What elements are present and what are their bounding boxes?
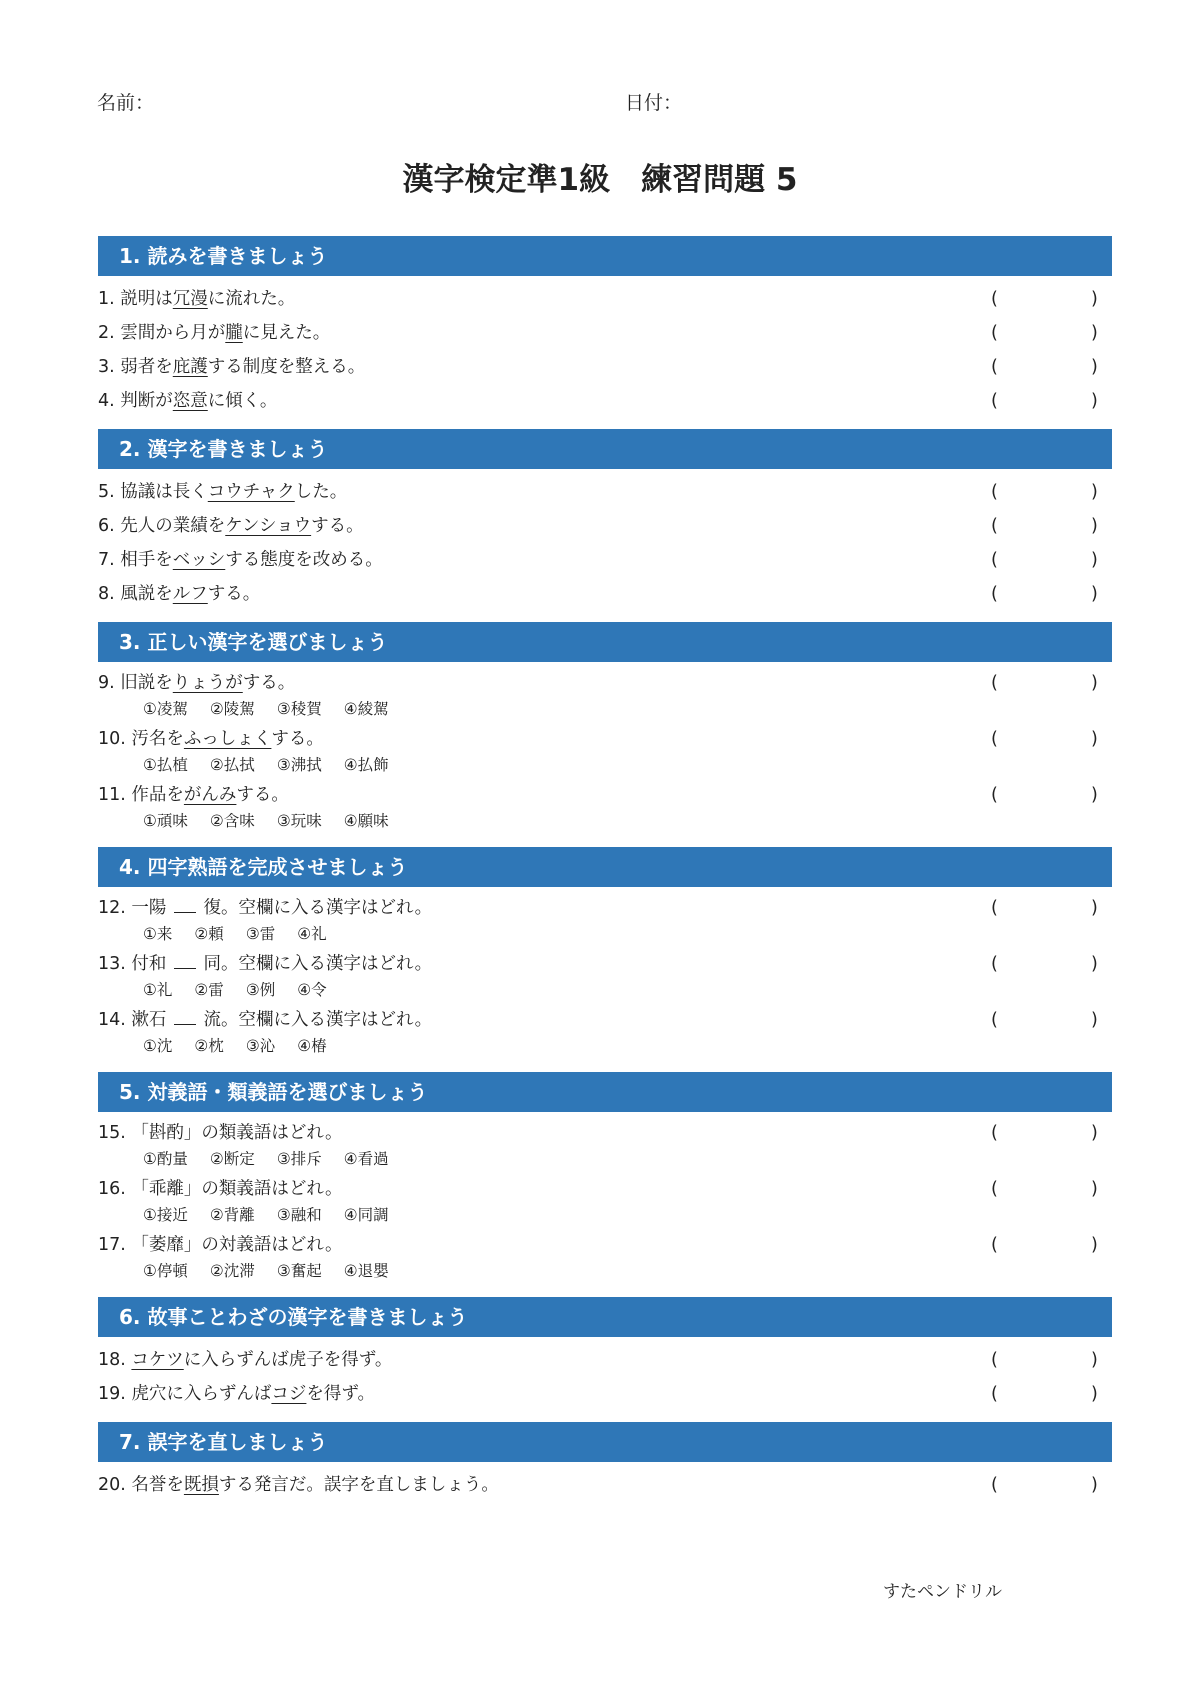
choice-option: ①停頓 xyxy=(143,1262,188,1280)
question-text xyxy=(98,780,1112,810)
answer-paren-close: ) xyxy=(1091,1475,1098,1495)
question-text xyxy=(98,1230,1112,1260)
question-text xyxy=(98,316,1112,350)
question-text xyxy=(98,475,1112,509)
answer-paren-open: ( xyxy=(991,1235,998,1255)
question-fragment: した。 xyxy=(294,482,348,502)
question-fragment: する制度を整える。 xyxy=(207,357,366,377)
answer-paren-open: ( xyxy=(991,482,998,502)
answer-paren-close: ) xyxy=(1091,357,1098,377)
question-fragment: に入らずんば虎子を得ず。 xyxy=(183,1350,393,1370)
answer-paren-close: ) xyxy=(1091,673,1098,693)
question-text xyxy=(98,509,1112,543)
answer-paren-close: ) xyxy=(1091,482,1098,502)
answer-paren-open: ( xyxy=(991,323,998,343)
answer-paren-close: ) xyxy=(1091,289,1098,309)
answer-paren-open: ( xyxy=(991,1179,998,1199)
answer-paren-close: ) xyxy=(1091,584,1098,604)
question-text xyxy=(98,668,1112,698)
question-fragment: 11. 作品を xyxy=(98,785,184,805)
answer-paren-close: ) xyxy=(1091,729,1098,749)
question-item xyxy=(98,475,1112,509)
choice-option: ③融和 xyxy=(276,1206,322,1224)
question-fragment: 5. 協議は長く xyxy=(98,482,208,502)
choice-option: ③雷 xyxy=(245,925,276,943)
choice-option: ③沸拭 xyxy=(276,756,322,774)
question-fragment: 3. 弱者を xyxy=(98,357,173,377)
section-7 xyxy=(98,1422,1112,1502)
target-word: 冗漫 xyxy=(172,289,208,309)
target-word: ルフ xyxy=(172,584,208,604)
question-item xyxy=(98,724,1112,780)
section-1 xyxy=(98,236,1112,418)
question-fragment: する。 xyxy=(207,584,261,604)
choice-option: ①頑味 xyxy=(143,812,188,830)
choice-option: ④令 xyxy=(297,981,327,999)
target-word: りょうが xyxy=(172,673,243,693)
question-item xyxy=(98,543,1112,577)
question-item xyxy=(98,316,1112,350)
choice-option: ②払拭 xyxy=(209,756,255,774)
question-fragment: 復。空欄に入る漢字はどれ。 xyxy=(197,898,433,918)
question-item xyxy=(98,1005,1112,1061)
section-heading: 6. 故事ことわざの漢字を書きましょう xyxy=(98,1297,1112,1337)
question-fragment: 17. 「萎靡」の対義語はどれ。 xyxy=(98,1235,343,1255)
section-4 xyxy=(98,847,1112,1061)
answer-paren-open: ( xyxy=(991,357,998,377)
section-6 xyxy=(98,1297,1112,1411)
question-fragment: 6. 先人の業績を xyxy=(98,516,226,536)
choice-list xyxy=(98,979,1112,1005)
choice-option: ③奮起 xyxy=(276,1262,322,1280)
question-item xyxy=(98,1468,1112,1502)
fill-blank xyxy=(174,1006,196,1025)
question-item xyxy=(98,1174,1112,1230)
answer-paren-close: ) xyxy=(1091,516,1098,536)
fill-blank xyxy=(174,950,196,969)
section-3 xyxy=(98,622,1112,836)
question-fragment: 15. 「斟酌」の類義語はどれ。 xyxy=(98,1123,343,1143)
answer-paren-open: ( xyxy=(991,584,998,604)
question-fragment: 19. 虎穴に入らずんば xyxy=(98,1384,272,1404)
choice-list xyxy=(98,923,1112,949)
section-heading: 3. 正しい漢字を選びましょう xyxy=(98,622,1112,662)
choice-option: ③例 xyxy=(245,981,276,999)
target-word: 既損 xyxy=(183,1475,219,1495)
choice-option: ①払植 xyxy=(143,756,188,774)
choice-option: ④払飾 xyxy=(343,756,389,774)
question-fragment: する。 xyxy=(242,673,296,693)
question-text xyxy=(98,1377,1112,1411)
answer-paren-open: ( xyxy=(991,785,998,805)
choice-option: ④椿 xyxy=(297,1037,327,1055)
choice-list xyxy=(98,1148,1112,1174)
question-fragment: する。 xyxy=(236,785,289,805)
question-text xyxy=(98,282,1112,316)
choice-option: ④退嬰 xyxy=(343,1262,389,1280)
answer-paren-close: ) xyxy=(1091,1123,1098,1143)
answer-paren-open: ( xyxy=(991,516,998,536)
section-2 xyxy=(98,429,1112,611)
answer-paren-close: ) xyxy=(1091,785,1098,805)
section-heading: 1. 読みを書きましょう xyxy=(98,236,1112,276)
choice-option: ②頼 xyxy=(194,925,224,943)
question-fragment: する。 xyxy=(271,729,324,749)
target-word: コジ xyxy=(271,1384,307,1404)
question-fragment: 8. 風説を xyxy=(98,584,173,604)
target-word: 庇護 xyxy=(172,357,208,377)
question-item xyxy=(98,1377,1112,1411)
question-text xyxy=(98,893,1112,923)
question-item xyxy=(98,1343,1112,1377)
footer-brand: すたペンドリル xyxy=(883,1582,1002,1602)
choice-option: ②断定 xyxy=(209,1150,255,1168)
question-list xyxy=(98,236,1112,1513)
answer-paren-open: ( xyxy=(991,550,998,570)
answer-paren-open: ( xyxy=(991,954,998,974)
answer-paren-close: ) xyxy=(1091,1179,1098,1199)
question-text xyxy=(98,949,1112,979)
question-fragment: する態度を改める。 xyxy=(225,550,383,570)
choice-option: ①礼 xyxy=(143,981,173,999)
answer-paren-open: ( xyxy=(991,289,998,309)
answer-paren-close: ) xyxy=(1091,550,1098,570)
question-text xyxy=(98,1174,1112,1204)
section-heading: 2. 漢字を書きましょう xyxy=(98,429,1112,469)
choice-list xyxy=(98,810,1112,836)
section-heading: 7. 誤字を直しましょう xyxy=(98,1422,1112,1462)
question-fragment: 16. 「乖離」の類義語はどれ。 xyxy=(98,1179,343,1199)
question-fragment: に流れた。 xyxy=(207,289,296,309)
question-text xyxy=(98,724,1112,754)
question-text xyxy=(98,543,1112,577)
choice-option: ③稜賀 xyxy=(276,700,322,718)
question-fragment: 10. 汚名を xyxy=(98,729,184,749)
answer-paren-open: ( xyxy=(991,898,998,918)
choice-option: ④綾駕 xyxy=(343,700,389,718)
question-text xyxy=(98,350,1112,384)
answer-paren-close: ) xyxy=(1091,391,1098,411)
answer-paren-close: ) xyxy=(1091,323,1098,343)
question-fragment: する。 xyxy=(311,516,364,536)
fill-blank xyxy=(174,894,196,913)
question-fragment: 18. xyxy=(98,1350,132,1370)
page-title: 漢字検定準1級 練習問題 5 xyxy=(402,162,798,198)
question-text xyxy=(98,1118,1112,1148)
question-item xyxy=(98,1230,1112,1286)
answer-paren-open: ( xyxy=(991,1384,998,1404)
choice-option: ②陵駕 xyxy=(209,700,255,718)
question-fragment: を得ず。 xyxy=(306,1384,376,1404)
question-item xyxy=(98,1118,1112,1174)
answer-paren-open: ( xyxy=(991,673,998,693)
question-fragment: 13. 付和 xyxy=(98,954,172,974)
target-word: 朧 xyxy=(225,323,243,343)
question-fragment: 4. 判断が xyxy=(98,391,173,411)
choice-option: ③玩味 xyxy=(276,812,322,830)
choice-option: ②雷 xyxy=(194,981,224,999)
question-fragment: 9. 旧説を xyxy=(98,673,173,693)
answer-paren-close: ) xyxy=(1091,1235,1098,1255)
question-item xyxy=(98,668,1112,724)
answer-paren-close: ) xyxy=(1091,1010,1098,1030)
target-word: コウチャク xyxy=(207,482,295,502)
target-word: ふっしょく xyxy=(183,729,272,749)
choice-list xyxy=(98,698,1112,724)
question-text xyxy=(98,1005,1112,1035)
choice-option: ④同調 xyxy=(343,1206,389,1224)
section-5 xyxy=(98,1072,1112,1286)
question-text xyxy=(98,577,1112,611)
question-fragment: に見えた。 xyxy=(242,323,331,343)
choice-option: ②沈滞 xyxy=(209,1262,255,1280)
question-item xyxy=(98,350,1112,384)
question-item xyxy=(98,577,1112,611)
question-item xyxy=(98,949,1112,1005)
question-fragment: 14. 漱石 xyxy=(98,1010,172,1030)
target-word: ケンショウ xyxy=(225,516,312,536)
choice-option: ①沈 xyxy=(143,1037,173,1055)
choice-list xyxy=(98,1260,1112,1286)
question-fragment: 7. 相手を xyxy=(98,550,173,570)
answer-paren-open: ( xyxy=(991,1350,998,1370)
question-text xyxy=(98,384,1112,418)
answer-paren-close: ) xyxy=(1091,898,1098,918)
question-fragment: 同。空欄に入る漢字はどれ。 xyxy=(197,954,433,974)
target-word: 恣意 xyxy=(172,391,208,411)
question-item xyxy=(98,780,1112,836)
answer-paren-open: ( xyxy=(991,1123,998,1143)
choice-list xyxy=(98,1204,1112,1230)
name-label: 名前： xyxy=(97,92,155,114)
date-label: 日付： xyxy=(625,92,683,114)
answer-paren-close: ) xyxy=(1091,1384,1098,1404)
choice-option: ④看過 xyxy=(343,1150,389,1168)
question-item xyxy=(98,384,1112,418)
target-word: がんみ xyxy=(183,785,237,805)
question-fragment: に傾く。 xyxy=(207,391,278,411)
question-fragment: する発言だ。誤字を直しましょう。 xyxy=(218,1475,499,1495)
target-word: ベッシ xyxy=(172,550,226,570)
answer-paren-open: ( xyxy=(991,391,998,411)
choice-option: ①接近 xyxy=(143,1206,188,1224)
choice-option: ③沁 xyxy=(245,1037,276,1055)
choice-option: ②枕 xyxy=(194,1037,224,1055)
choice-option: ③排斥 xyxy=(276,1150,322,1168)
choice-list xyxy=(98,1035,1112,1061)
question-item xyxy=(98,282,1112,316)
question-text xyxy=(98,1468,1112,1502)
choice-option: ①凌駕 xyxy=(143,700,188,718)
target-word: コケツ xyxy=(131,1350,184,1370)
section-heading: 5. 対義語・類義語を選びましょう xyxy=(98,1072,1112,1112)
question-fragment: 12. 一陽 xyxy=(98,898,172,918)
choice-option: ④願味 xyxy=(343,812,389,830)
choice-option: ②含味 xyxy=(209,812,255,830)
question-fragment: 1. 説明は xyxy=(98,289,173,309)
choice-option: ②背離 xyxy=(209,1206,255,1224)
answer-paren-open: ( xyxy=(991,1475,998,1495)
question-fragment: 流。空欄に入る漢字はどれ。 xyxy=(197,1010,433,1030)
answer-paren-open: ( xyxy=(991,729,998,749)
question-text xyxy=(98,1343,1112,1377)
choice-option: ①来 xyxy=(143,925,173,943)
choice-list xyxy=(98,754,1112,780)
question-fragment: 20. 名誉を xyxy=(98,1475,184,1495)
question-item xyxy=(98,509,1112,543)
question-item xyxy=(98,893,1112,949)
answer-paren-close: ) xyxy=(1091,1350,1098,1370)
question-fragment: 2. 雲間から月が xyxy=(98,323,226,343)
answer-paren-open: ( xyxy=(991,1010,998,1030)
answer-paren-close: ) xyxy=(1091,954,1098,974)
choice-option: ①酌量 xyxy=(143,1150,188,1168)
choice-option: ④礼 xyxy=(297,925,327,943)
section-heading: 4. 四字熟語を完成させましょう xyxy=(98,847,1112,887)
